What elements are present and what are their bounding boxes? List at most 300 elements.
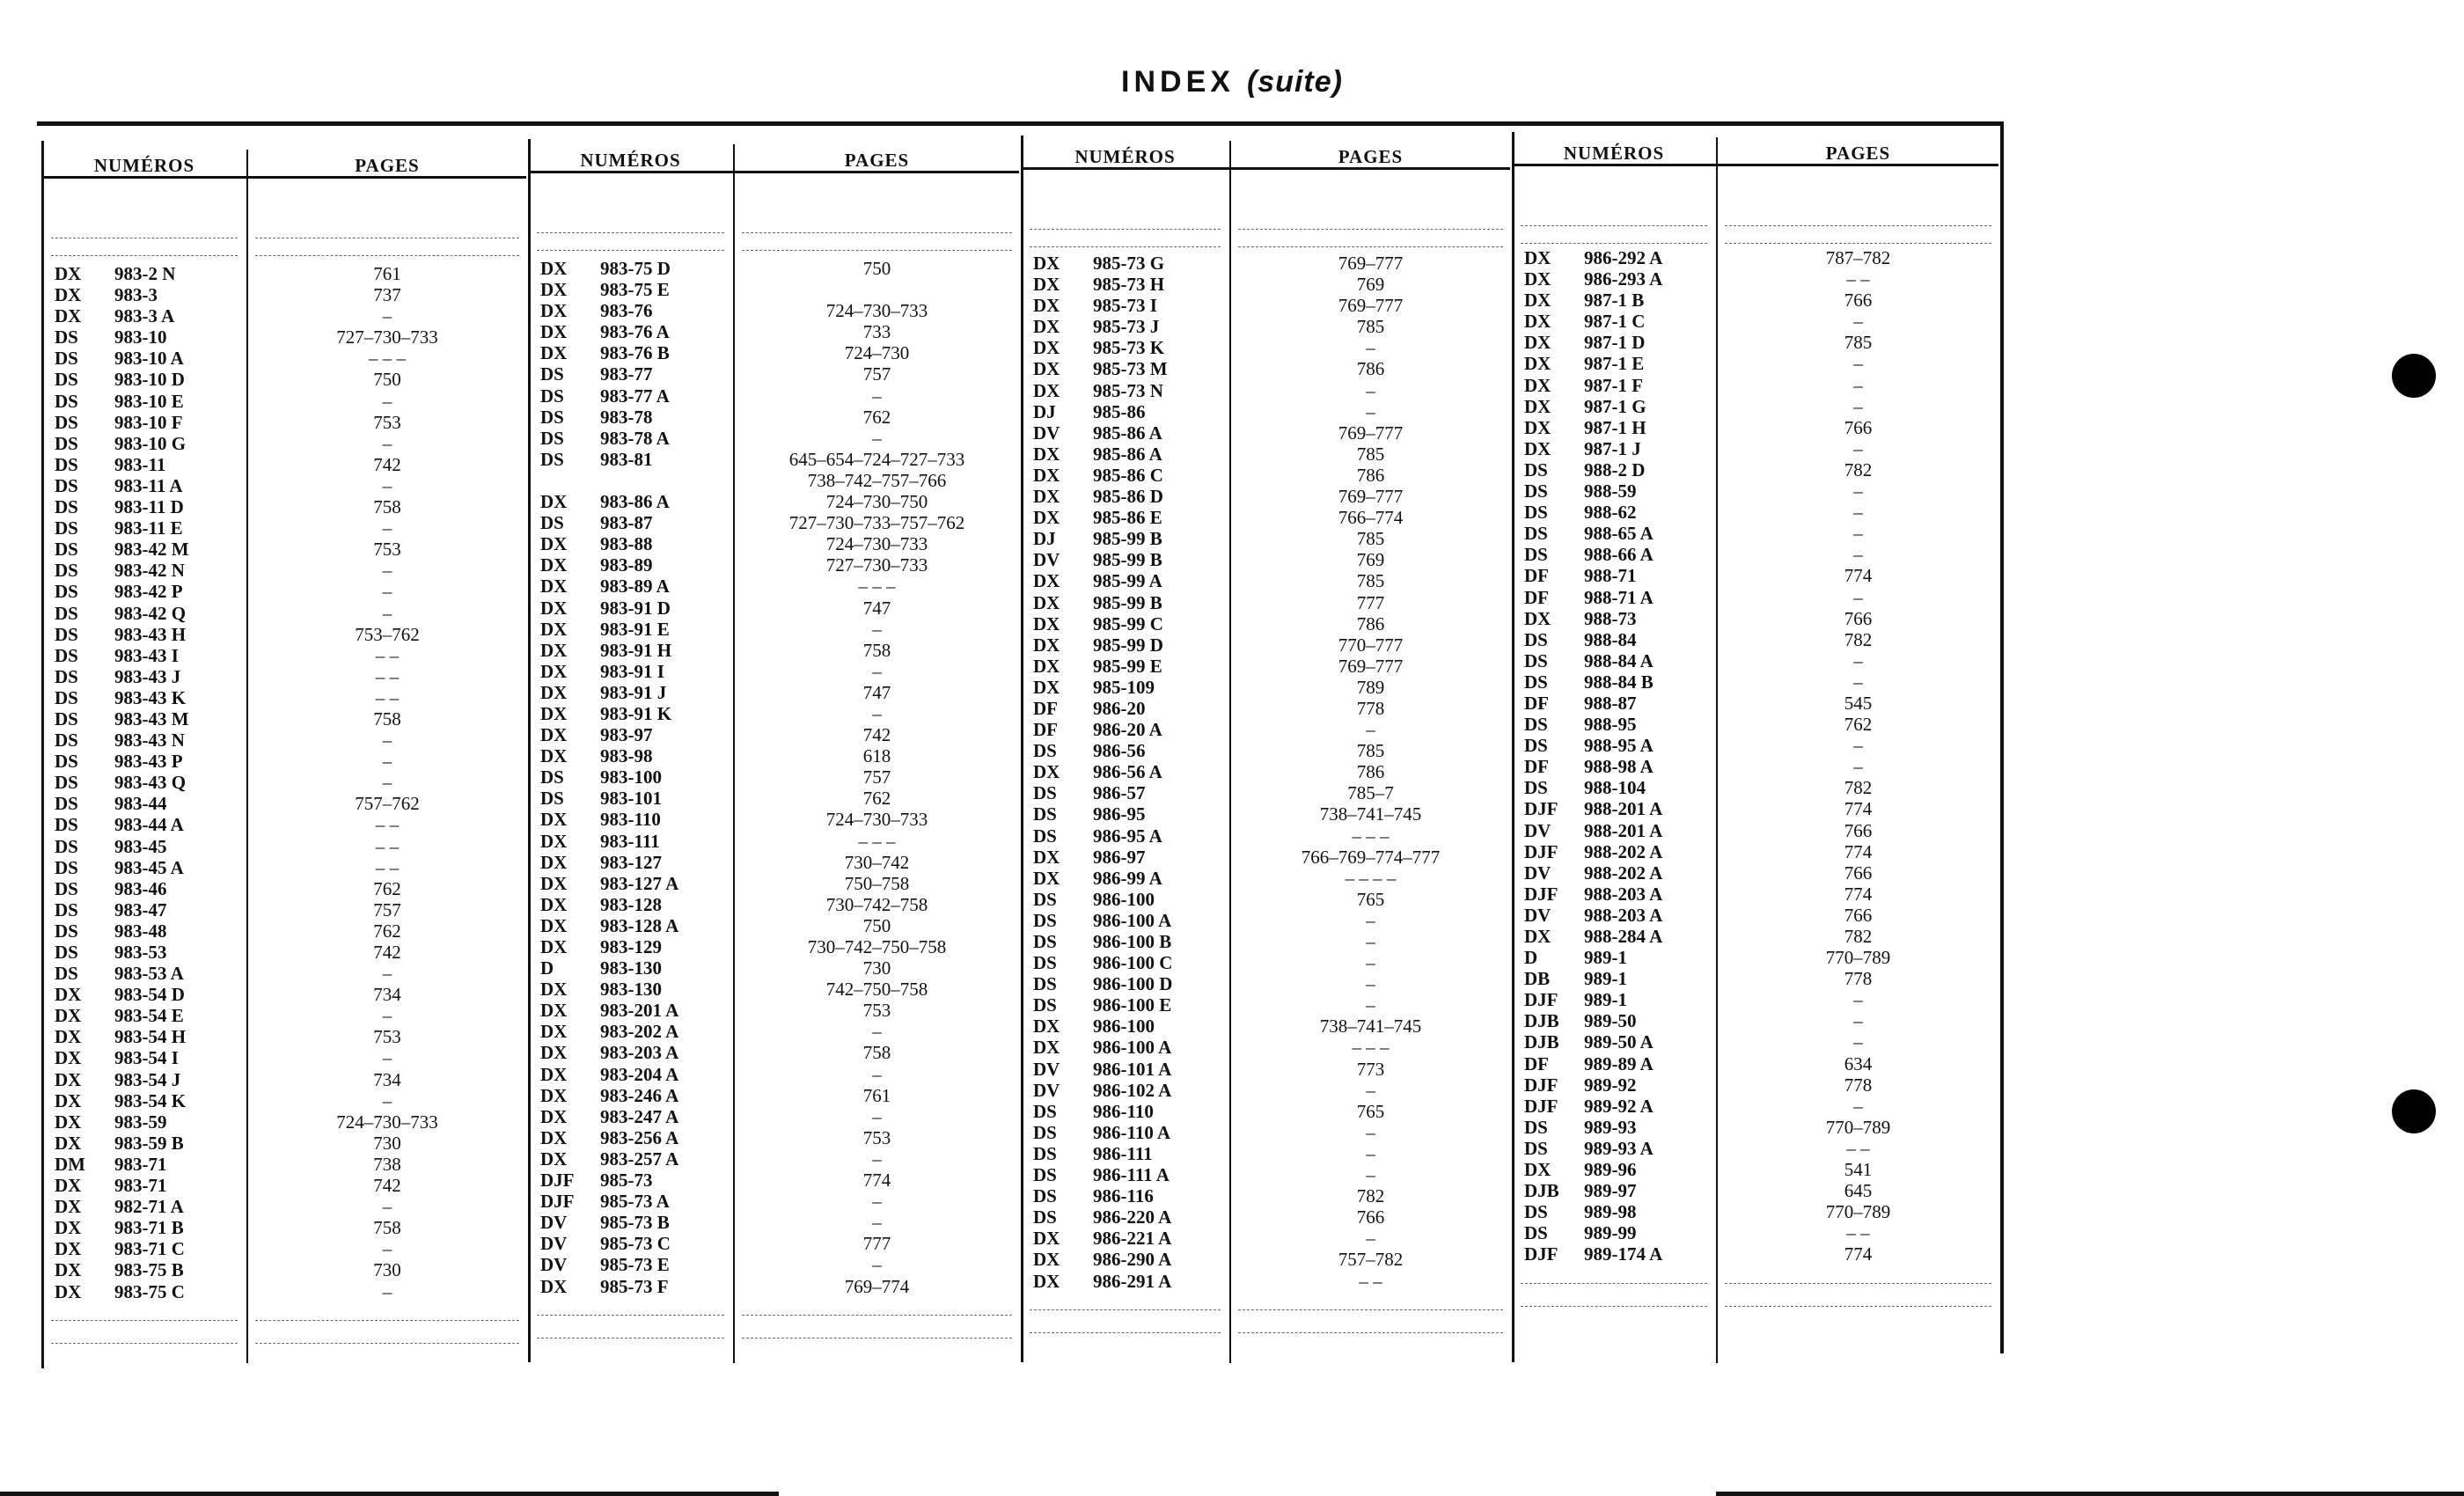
dotted-rule [1238, 229, 1503, 230]
entry-prefix: DS [55, 369, 78, 391]
entry-number: 986-20 [1093, 697, 1146, 719]
entry-pages: – [872, 1021, 882, 1043]
entry-number: 989-174 A [1584, 1243, 1663, 1265]
entry-number: 983-247 A [600, 1105, 679, 1127]
index-entry [1033, 1249, 1512, 1270]
entry-number: 986-100 B [1093, 931, 1172, 952]
entry-pages: 753 [862, 1126, 891, 1148]
index-entry [1524, 332, 2000, 353]
entry-number: 983-76 [600, 300, 653, 322]
entry-prefix: DX [55, 284, 82, 306]
entry-prefix: DX [1033, 1228, 1060, 1250]
entry-number: 985-99 D [1093, 634, 1163, 656]
entry-number: 983-54 H [114, 1026, 187, 1048]
entry-number: 988-95 A [1584, 735, 1654, 757]
index-entry [55, 496, 528, 517]
index-entry [1033, 274, 1512, 295]
entry-prefix: DV [1033, 549, 1060, 571]
entry-number: 983-75 D [600, 258, 671, 279]
entry-prefix: DV [1033, 422, 1060, 444]
header-numeros: NUMÉROS [1563, 143, 1665, 164]
entry-number: 989-50 A [1584, 1031, 1654, 1053]
entry-number: 983-257 A [600, 1148, 679, 1170]
index-entry [1524, 1053, 2000, 1074]
dotted-rule [1521, 1306, 1707, 1307]
index-entry [55, 772, 528, 793]
entry-pages: – [1366, 952, 1375, 974]
entry-prefix: DS [1033, 931, 1057, 952]
entry-pages: 737 [373, 284, 401, 306]
entry-prefix: DX [1033, 274, 1060, 296]
entry-number: 989-93 [1584, 1116, 1637, 1138]
entry-number: 983-76 A [600, 321, 670, 343]
entry-prefix: DF [1033, 697, 1058, 719]
entry-prefix: DX [540, 300, 568, 322]
entry-number: 983-45 A [114, 856, 184, 878]
entry-number: 983-77 A [600, 385, 670, 407]
index-entry [1033, 1101, 1512, 1122]
index-entry [55, 645, 528, 666]
entry-prefix: DF [1033, 719, 1058, 741]
entry-number: 982-71 A [114, 1196, 184, 1218]
entry-pages: – [382, 772, 392, 794]
entry-pages: – [1853, 671, 1863, 693]
dotted-rule [537, 250, 724, 251]
entry-number: 987-1 B [1584, 290, 1645, 312]
index-column-list [1033, 253, 1512, 1292]
entry-prefix: DS [540, 363, 564, 385]
entry-number: 986-95 [1093, 803, 1146, 825]
entry-prefix: DX [1033, 316, 1060, 338]
entry-pages: 724–730–750 [825, 491, 928, 513]
entry-pages: 750 [373, 369, 401, 391]
index-entry [55, 1133, 528, 1154]
entry-pages: 730–742–750–758 [807, 936, 947, 957]
entry-number: 983-81 [600, 448, 653, 470]
entry-pages: 738–741–745 [1319, 803, 1422, 825]
entry-pages: 777 [1356, 591, 1385, 613]
entry-number: 983-201 A [600, 1000, 679, 1022]
dotted-rule [1030, 246, 1221, 247]
entry-pages: 766–774 [1338, 507, 1404, 529]
index-entry [1524, 1117, 2000, 1138]
index-entry [1033, 1080, 1512, 1101]
entry-pages: 757 [373, 898, 401, 920]
index-entry [55, 1238, 528, 1259]
index-entry [540, 1064, 1021, 1085]
entry-number: 985-73 B [600, 1212, 670, 1234]
index-entry [1524, 1010, 2000, 1031]
entry-prefix: DS [540, 385, 564, 407]
entry-number: 983-129 [600, 936, 662, 957]
index-entry [540, 321, 1021, 342]
index-entry [55, 963, 528, 984]
entry-prefix: DX [1033, 1016, 1060, 1038]
entry-prefix: DS [55, 835, 78, 857]
index-entry [1524, 587, 2000, 608]
entry-pages: 786 [1356, 464, 1385, 486]
entry-number: 983-54 D [114, 984, 185, 1006]
index-entry [55, 581, 528, 602]
entry-pages: 774 [1844, 565, 1873, 587]
entry-prefix: DX [1033, 295, 1060, 317]
dotted-rule [537, 1315, 724, 1316]
entry-number: 983-127 [600, 851, 662, 873]
entry-number: 986-110 A [1093, 1121, 1171, 1143]
entry-pages: – [1853, 437, 1863, 459]
entry-number: 985-73 F [600, 1275, 669, 1297]
index-entry [1033, 1037, 1512, 1058]
entry-number: 986-101 A [1093, 1058, 1172, 1080]
entry-number: 983-11 A [114, 474, 183, 496]
entry-pages: 645–654–724–727–733 [788, 448, 965, 470]
entry-prefix: DS [55, 432, 78, 454]
entry-pages: 750 [862, 258, 891, 279]
entry-prefix: DX [1524, 395, 1551, 417]
entry-number: 983-111 [600, 830, 660, 852]
entry-number: 986-221 A [1093, 1228, 1172, 1250]
entry-number: 986-99 A [1093, 867, 1162, 889]
entry-number: 985-73 I [1093, 295, 1157, 317]
entry-number: 983-128 A [600, 914, 679, 936]
index-entry [1033, 910, 1512, 931]
entry-number: 988-84 A [1584, 649, 1654, 671]
dotted-rule [742, 232, 1012, 233]
entry-prefix: DX [55, 1280, 82, 1302]
entry-prefix: DX [1033, 379, 1060, 401]
index-entry [1033, 613, 1512, 634]
entry-prefix: DX [540, 342, 568, 364]
entry-number: 986-100 D [1093, 973, 1173, 995]
entry-pages: 785–7 [1347, 782, 1394, 804]
entry-pages: 734 [373, 1068, 401, 1090]
entry-prefix: DX [540, 702, 568, 724]
entry-number: 987-1 D [1584, 332, 1646, 354]
entry-number: 983-54 J [114, 1068, 181, 1090]
index-entry [540, 554, 1021, 576]
index-entry [540, 1000, 1021, 1021]
index-entry [55, 730, 528, 751]
entry-prefix: DX [540, 533, 568, 555]
dotted-rule [255, 1343, 519, 1344]
entry-prefix: DX [55, 1047, 82, 1069]
entry-pages: 782 [1844, 926, 1873, 947]
entry-number: 983-75 C [114, 1280, 185, 1302]
entry-pages: – – [375, 856, 400, 878]
entry-prefix: DX [1524, 1159, 1551, 1181]
entry-number: 988-71 A [1584, 586, 1654, 608]
entry-number: 983-43 H [114, 623, 187, 645]
entry-number: 983-10 E [114, 390, 184, 412]
entry-pages: 727–730–733 [825, 554, 928, 576]
entry-pages: 761 [862, 1084, 891, 1106]
entry-pages: 782 [1356, 1185, 1385, 1207]
entry-pages: – – [375, 814, 400, 836]
dotted-rule [1521, 243, 1707, 244]
dotted-rule [1238, 1309, 1503, 1310]
entry-prefix: DX [540, 491, 568, 513]
entry-prefix: DF [1524, 692, 1549, 714]
dotted-rule [51, 1343, 238, 1344]
entry-number: 989-1 [1584, 989, 1627, 1011]
index-entry [540, 279, 1021, 300]
entry-number: 985-86 [1093, 400, 1146, 422]
index-entry [1524, 353, 2000, 374]
entry-prefix: DX [55, 984, 82, 1006]
entry-number: 985-73 E [600, 1254, 670, 1276]
entry-prefix: DS [1524, 544, 1548, 566]
index-entry [540, 957, 1021, 979]
entry-pages: 757 [862, 363, 891, 385]
entry-number: 983-54 K [114, 1089, 187, 1111]
index-entry [540, 1254, 1021, 1275]
entry-prefix: DS [55, 474, 78, 496]
entry-prefix: DJF [1524, 883, 1558, 905]
entry-pages: – [1853, 756, 1863, 778]
entry-number: 987-1 H [1584, 416, 1646, 438]
entry-pages: – – – – [1345, 867, 1397, 889]
entry-prefix: DV [540, 1212, 568, 1234]
entry-number: 983-42 M [114, 539, 189, 561]
index-entry [540, 682, 1021, 703]
entry-number: 983-87 [600, 512, 653, 534]
index-entry [1524, 905, 2000, 926]
entry-pages: 785 [1844, 332, 1873, 354]
entry-number: 983-203 A [600, 1042, 679, 1064]
index-entry [1033, 422, 1512, 444]
index-entry [540, 576, 1021, 597]
entry-pages: 645 [1844, 1180, 1873, 1202]
entry-prefix: DS [1033, 1164, 1057, 1186]
entry-number: 985-73 M [1093, 358, 1168, 380]
entry-number: 983-130 [600, 957, 662, 979]
entry-pages: – [1853, 502, 1863, 524]
entry-prefix: DJF [1524, 1095, 1558, 1117]
entry-prefix: DS [540, 406, 564, 428]
entry-pages: 757–782 [1338, 1249, 1404, 1271]
entry-prefix: DS [55, 920, 78, 942]
entry-pages: 774 [862, 1170, 891, 1192]
index-entry [1033, 889, 1512, 910]
entry-pages: – [1853, 523, 1863, 545]
entry-prefix: DF [1524, 565, 1549, 587]
entry-pages: 758 [862, 1042, 891, 1064]
entry-pages: – – [375, 644, 400, 666]
entry-pages: 769–777 [1338, 422, 1404, 444]
entry-number: 988-71 [1584, 565, 1637, 587]
entry-number: 988-203 A [1584, 883, 1663, 905]
entry-pages: – [382, 751, 392, 773]
index-entry [1524, 735, 2000, 756]
index-entry [1033, 401, 1512, 422]
index-entry [55, 793, 528, 814]
index-entry [1524, 375, 2000, 396]
entry-prefix: DX [540, 830, 568, 852]
index-entry [1524, 1074, 2000, 1096]
index-entry [55, 560, 528, 581]
entry-prefix: DX [540, 872, 568, 894]
index-entry [1033, 316, 1512, 337]
entry-number: 983-53 [114, 942, 167, 963]
entry-number: 983-43 J [114, 665, 181, 687]
entry-number: 985-99 B [1093, 528, 1162, 550]
entry-prefix: DS [55, 686, 78, 708]
index-entry [1033, 825, 1512, 847]
entry-prefix: DS [1033, 740, 1057, 762]
entry-number: 988-66 A [1584, 544, 1654, 566]
entry-number: 986-97 [1093, 846, 1146, 868]
entry-prefix: DS [1524, 714, 1548, 736]
entry-prefix: DX [1033, 634, 1060, 656]
entry-prefix: DX [1524, 353, 1551, 375]
entry-number: 986-100 C [1093, 952, 1173, 974]
entry-number: 983-44 A [114, 814, 184, 836]
entry-number: 989-98 [1584, 1201, 1637, 1223]
index-entry [55, 475, 528, 496]
entry-pages: 782 [1844, 628, 1873, 650]
entry-prefix: DS [55, 348, 78, 370]
index-entry [1033, 1185, 1512, 1206]
index-entry [1033, 380, 1512, 401]
entry-pages: – – – [369, 348, 406, 370]
entry-number: 986-56 A [1093, 761, 1162, 783]
dotted-rule [1521, 225, 1707, 226]
entry-prefix: DS [1524, 480, 1548, 502]
dotted-rule [255, 255, 519, 256]
entry-pages: 618 [862, 745, 891, 767]
entry-pages: – [1366, 931, 1375, 952]
entry-number: 986-292 A [1584, 247, 1663, 268]
entry-number: 988-203 A [1584, 904, 1663, 926]
index-entry [1033, 719, 1512, 740]
entry-prefix: DS [1524, 628, 1548, 650]
dotted-rule [1725, 225, 1991, 226]
entry-number: 983-97 [600, 724, 653, 746]
index-entry [1524, 629, 2000, 650]
header-numeros: NUMÉROS [93, 155, 195, 176]
entry-number: 988-62 [1584, 502, 1637, 524]
index-entry [55, 666, 528, 687]
entry-number: 988-284 A [1584, 926, 1663, 947]
index-entry [1033, 1122, 1512, 1143]
entry-pages: 770–789 [1825, 1116, 1891, 1138]
index-entry [1033, 634, 1512, 656]
index-entry [1524, 798, 2000, 819]
entry-number: 988-201 A [1584, 819, 1663, 841]
index-entry [1524, 1222, 2000, 1243]
entry-prefix: DX [55, 1068, 82, 1090]
entry-prefix: DX [1524, 416, 1551, 438]
entry-pages: – [382, 1047, 392, 1069]
entry-number: 986-20 A [1093, 719, 1162, 741]
index-entry [540, 533, 1021, 554]
index-entry [1524, 650, 2000, 671]
entry-number: 983-128 [600, 893, 662, 915]
entry-pages: – – [1846, 1137, 1870, 1159]
entry-pages: 753 [373, 411, 401, 433]
entry-number: 985-86 D [1093, 486, 1163, 508]
entry-pages: 762 [862, 788, 891, 810]
entry-number: 983-256 A [600, 1126, 679, 1148]
index-entry [1524, 247, 2000, 268]
entry-pages: 778 [1844, 968, 1873, 990]
entry-number: 988-73 [1584, 607, 1637, 629]
entry-prefix: DX [540, 936, 568, 957]
dotted-rule [537, 232, 724, 233]
index-entry [1033, 740, 1512, 761]
index-entry [55, 305, 528, 326]
entry-pages: – [872, 1148, 882, 1170]
index-entry [55, 454, 528, 475]
entry-number: 983-47 [114, 898, 167, 920]
entry-prefix: DS [1033, 888, 1057, 910]
entry-prefix: DX [540, 576, 568, 598]
entry-pages: – – – [858, 576, 896, 598]
index-entry [55, 1196, 528, 1217]
index-entry [1524, 608, 2000, 629]
entry-prefix: DS [1524, 1222, 1548, 1244]
entry-pages: 770–777 [1338, 634, 1404, 656]
entry-pages: – [872, 1212, 882, 1234]
entry-pages: 750 [862, 914, 891, 936]
dotted-rule [1521, 1283, 1707, 1284]
index-entry [540, 852, 1021, 873]
index-entry [540, 385, 1021, 407]
entry-pages: – [1853, 1031, 1863, 1053]
entry-pages: – [872, 385, 882, 407]
entry-prefix: DS [55, 877, 78, 899]
entry-pages: 758 [373, 496, 401, 518]
entry-pages: 787–782 [1825, 247, 1891, 268]
entry-prefix: DS [55, 814, 78, 836]
entry-pages: – [382, 1089, 392, 1111]
entry-number: 983-89 A [600, 576, 670, 598]
entry-pages: 766 [1844, 290, 1873, 312]
entry-prefix: DX [1033, 1249, 1060, 1271]
entry-number: 986-100 A [1093, 909, 1172, 931]
entry-number: 983-43 M [114, 708, 189, 730]
entry-pages: 730 [862, 957, 891, 979]
entry-pages: 742 [373, 942, 401, 963]
group-divider [1021, 136, 1023, 1362]
entry-pages: 778 [1844, 1074, 1873, 1096]
entry-number: 988-202 A [1584, 840, 1663, 862]
dotted-rule [742, 250, 1012, 251]
entry-prefix: DS [1524, 649, 1548, 671]
index-entry [1524, 671, 2000, 693]
index-entry [55, 1090, 528, 1111]
entry-number: 983-43 P [114, 751, 183, 773]
entry-prefix: DX [1033, 1270, 1060, 1292]
punch-hole-top [2392, 354, 2436, 398]
entry-pages: – [1366, 379, 1375, 401]
entry-pages: 765 [1356, 888, 1385, 910]
index-entry [540, 300, 1021, 321]
entry-pages: 733 [862, 321, 891, 343]
entry-prefix: DX [540, 851, 568, 873]
entry-prefix: DS [1033, 994, 1057, 1016]
index-entry [55, 1047, 528, 1068]
entry-prefix: DJF [1524, 989, 1558, 1011]
index-entry [1033, 803, 1512, 825]
entry-prefix: DX [55, 1132, 82, 1154]
index-entry [1033, 952, 1512, 973]
entry-prefix: DS [1033, 803, 1057, 825]
entry-prefix: DV [1033, 1058, 1060, 1080]
entry-number: 983-42 Q [114, 602, 187, 624]
entry-pages: 785 [1356, 528, 1385, 550]
entry-pages: 753–762 [355, 623, 420, 645]
